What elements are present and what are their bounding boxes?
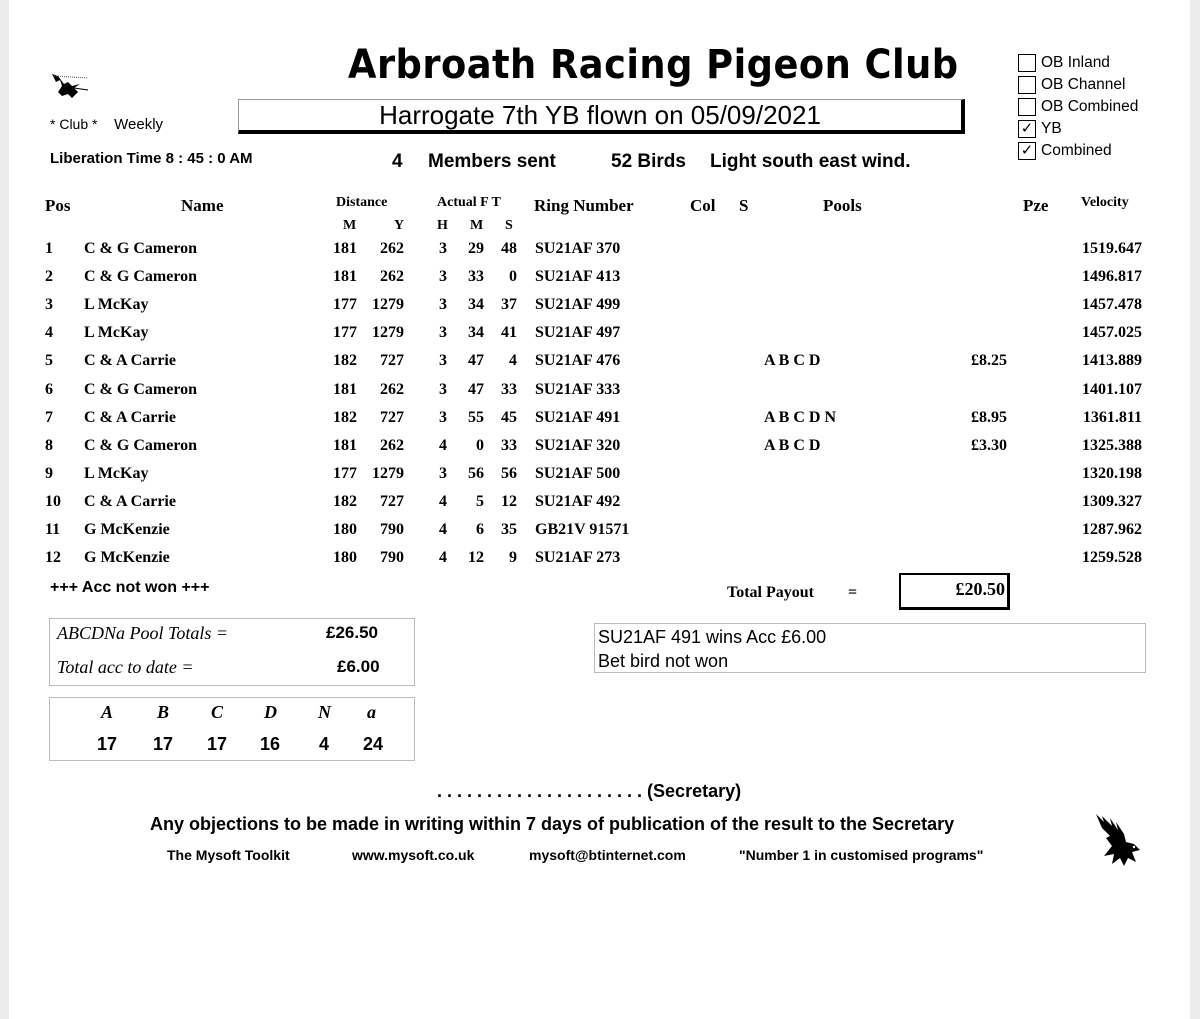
cell-pos: 6 — [45, 380, 53, 398]
acc-not-won: +++ Acc not won +++ — [50, 579, 210, 596]
race-title: Harrogate 7th YB flown on 05/09/2021 — [379, 100, 821, 130]
cell-seconds: 45 — [501, 408, 517, 426]
checkbox-row — [1018, 140, 1138, 162]
cell-prize: £8.95 — [971, 408, 1007, 426]
cell-velocity: 1361.811 — [1082, 408, 1142, 426]
cell-name: C & G Cameron — [84, 268, 198, 286]
col-header-pools: Pools — [823, 196, 862, 215]
cell-minutes: 55 — [468, 408, 484, 426]
cell-name: C & G Cameron — [84, 240, 198, 257]
cell-dist-miles: 182 — [333, 492, 357, 510]
cell-name: L McKay — [84, 296, 149, 314]
race-type-checkboxes — [1018, 52, 1138, 162]
cell-hours: 3 — [439, 464, 447, 482]
acc-to-date-label: Total acc to date = — [57, 657, 194, 677]
cell-hours: 4 — [439, 492, 447, 510]
cell-minutes: 34 — [468, 324, 484, 342]
col-header-actual: Actual F T — [437, 195, 501, 210]
cell-pos: 8 — [45, 436, 53, 454]
col-header-pos: Pos — [45, 196, 71, 215]
cell-seconds: 48 — [501, 240, 517, 257]
pool-counts-box — [49, 697, 415, 761]
cell-dist-yards: 262 — [380, 268, 404, 286]
cell-minutes: 47 — [468, 352, 484, 370]
liberation-time: Liberation Time 8 : 45 : 0 AM — [50, 150, 253, 167]
col-header-h: H — [437, 218, 448, 233]
checkbox[interactable]: ✓ — [1018, 142, 1036, 160]
cell-seconds: 12 — [501, 492, 517, 510]
cell-hours: 3 — [439, 380, 447, 398]
cell-hours: 4 — [439, 549, 447, 567]
cell-dist-yards: 262 — [380, 240, 404, 257]
checkbox-label: Combined — [1041, 142, 1112, 159]
checkbox[interactable] — [1018, 54, 1036, 72]
pool-totals-value: £26.50 — [326, 623, 378, 642]
cell-dist-miles: 181 — [333, 380, 357, 398]
cell-seconds: 56 — [501, 464, 517, 482]
cell-hours: 4 — [439, 521, 447, 538]
cell-minutes: 6 — [476, 521, 484, 538]
cell-hours: 3 — [439, 296, 447, 314]
col-header-velocity: Velocity — [1081, 195, 1129, 210]
cell-dist-miles: 177 — [333, 296, 357, 314]
table-row — [0, 521, 1200, 549]
cell-ring: SU21AF 491 — [535, 408, 621, 426]
footer-website: www.mysoft.co.uk — [352, 847, 475, 863]
checkbox-row — [1018, 52, 1138, 74]
cell-dist-miles: 182 — [333, 408, 357, 426]
footer-email: mysoft@btinternet.com — [529, 847, 686, 863]
birds-count: 52 Birds — [611, 151, 686, 172]
cell-ring: SU21AF 476 — [535, 352, 621, 370]
col-header-s: S — [505, 218, 513, 233]
cell-dist-miles: 177 — [333, 324, 357, 342]
cell-velocity: 1413.889 — [1082, 352, 1142, 370]
club-logo-icon — [48, 70, 92, 110]
cell-velocity: 1457.025 — [1082, 324, 1142, 342]
cell-prize: £8.25 — [971, 352, 1007, 370]
cell-seconds: 35 — [501, 521, 517, 538]
pool-count: 24 — [362, 734, 384, 754]
table-row — [0, 409, 1200, 437]
objections-notice: Any objections to be made in writing within 7 days of publication of the result to the Secretary — [150, 814, 955, 834]
col-header-dist-m: M — [343, 218, 357, 233]
cell-hours: 3 — [439, 240, 447, 257]
checkbox-label: OB Combined — [1041, 98, 1139, 115]
pool-letter: N — [318, 702, 331, 722]
cell-velocity: 1496.817 — [1082, 268, 1142, 286]
table-row — [0, 240, 1200, 268]
cell-name: C & G Cameron — [84, 436, 198, 454]
cell-dist-yards: 790 — [380, 549, 404, 567]
note-bet-bird: Bet bird not won — [598, 651, 729, 671]
cell-name: L McKay — [84, 324, 149, 342]
cell-dist-miles: 181 — [333, 436, 357, 454]
cell-dist-yards: 1279 — [372, 324, 404, 342]
cell-ring: SU21AF 413 — [535, 268, 621, 286]
table-row — [0, 549, 1200, 577]
members-count: 4 — [392, 151, 403, 172]
cell-minutes: 56 — [468, 464, 484, 482]
col-header-col: Col — [690, 196, 716, 215]
pool-letter: a — [367, 702, 376, 722]
total-payout-value: £20.50 — [955, 579, 1005, 599]
cell-pos: 7 — [45, 408, 53, 426]
pool-letter: C — [211, 702, 224, 722]
checkbox-row — [1018, 118, 1138, 140]
cell-prize: £3.30 — [971, 436, 1007, 454]
col-header-m: M — [470, 218, 484, 233]
table-row — [0, 465, 1200, 493]
table-row — [0, 381, 1200, 409]
cell-seconds: 4 — [509, 352, 517, 370]
cell-pos: 1 — [45, 240, 53, 257]
cell-name: L McKay — [84, 464, 149, 482]
cell-dist-miles: 182 — [333, 352, 357, 370]
cell-minutes: 0 — [476, 436, 484, 454]
cell-dist-yards: 262 — [380, 380, 404, 398]
race-title-box — [238, 99, 965, 134]
pool-count: 16 — [259, 734, 281, 754]
cell-ring: SU21AF 320 — [535, 436, 621, 454]
cell-hours: 3 — [439, 352, 447, 370]
col-header-sex: S — [739, 196, 749, 215]
table-row — [0, 437, 1200, 465]
pool-count: 4 — [318, 734, 329, 754]
members-label: Members sent — [428, 151, 556, 172]
cell-dist-yards: 1279 — [372, 464, 404, 482]
cell-pos: 5 — [45, 352, 53, 370]
cell-velocity: 1325.388 — [1082, 436, 1142, 454]
club-type-prefix: * Club * — [50, 116, 98, 132]
cell-name: G McKenzie — [84, 521, 170, 538]
checkbox[interactable] — [1018, 76, 1036, 94]
cell-dist-miles: 177 — [333, 464, 357, 482]
checkbox-label: YB — [1041, 120, 1062, 137]
cell-minutes: 33 — [468, 268, 484, 286]
cell-ring: SU21AF 497 — [535, 324, 621, 342]
col-header-pze: Pze — [1023, 196, 1049, 215]
cell-velocity: 1259.528 — [1082, 549, 1142, 567]
cell-ring: SU21AF 499 — [535, 296, 621, 314]
cell-dist-yards: 727 — [380, 492, 404, 510]
cell-name: C & G Cameron — [84, 380, 198, 398]
cell-velocity: 1457.478 — [1082, 296, 1142, 314]
cell-name: C & A Carrie — [84, 492, 176, 510]
cell-dist-yards: 727 — [380, 352, 404, 370]
cell-velocity: 1309.327 — [1082, 492, 1142, 510]
cell-pos: 4 — [45, 324, 53, 342]
checkbox-label: OB Channel — [1041, 76, 1126, 93]
table-row — [0, 352, 1200, 380]
checkbox-label: OB Inland — [1041, 54, 1110, 71]
cell-dist-miles: 180 — [333, 549, 357, 567]
pool-letter: A — [101, 702, 114, 722]
cell-seconds: 9 — [509, 549, 517, 567]
footer-toolkit: The Mysoft Toolkit — [167, 847, 290, 863]
total-payout-label: Total Payout — [727, 584, 814, 601]
cell-pools: A B C D — [764, 436, 821, 454]
cell-velocity: 1320.198 — [1082, 464, 1142, 482]
cell-ring: GB21V 91571 — [535, 521, 630, 538]
table-row — [0, 493, 1200, 521]
cell-minutes: 47 — [468, 380, 484, 398]
table-row — [0, 268, 1200, 296]
cell-hours: 3 — [439, 268, 447, 286]
cell-name: C & A Carrie — [84, 408, 176, 426]
cell-ring: SU21AF 492 — [535, 492, 621, 510]
pool-totals-box — [49, 618, 415, 686]
club-title: Arbroath Racing Pigeon Club — [348, 42, 959, 88]
cell-velocity: 1401.107 — [1082, 380, 1142, 398]
cell-minutes: 12 — [468, 549, 484, 567]
table-row — [0, 324, 1200, 352]
checkbox[interactable] — [1018, 98, 1036, 116]
cell-seconds: 0 — [509, 268, 517, 286]
cell-dist-yards: 727 — [380, 408, 404, 426]
cell-minutes: 29 — [468, 240, 484, 257]
total-payout-equals: = — [848, 584, 858, 601]
cell-pools: A B C D — [764, 352, 821, 370]
cell-dist-miles: 181 — [333, 240, 357, 257]
cell-ring: SU21AF 370 — [535, 240, 621, 257]
club-type — [50, 116, 163, 133]
checkbox-row — [1018, 96, 1138, 118]
pool-letter: B — [157, 702, 170, 722]
pool-count: 17 — [96, 734, 118, 754]
cell-seconds: 41 — [501, 324, 517, 342]
total-payout-box — [899, 573, 1010, 610]
cell-dist-yards: 790 — [380, 521, 404, 538]
cell-hours: 4 — [439, 436, 447, 454]
cell-pos: 12 — [45, 549, 61, 567]
cell-dist-miles: 181 — [333, 268, 357, 286]
cell-hours: 3 — [439, 408, 447, 426]
notes-box — [594, 623, 1146, 673]
wind-conditions: Light south east wind. — [710, 151, 911, 172]
cell-hours: 3 — [439, 324, 447, 342]
cell-ring: SU21AF 500 — [535, 464, 621, 482]
club-type-value: Weekly — [114, 116, 164, 133]
cell-dist-yards: 1279 — [372, 296, 404, 314]
cell-name: C & A Carrie — [84, 352, 176, 370]
checkbox-row — [1018, 74, 1138, 96]
cell-name: G McKenzie — [84, 549, 170, 567]
cell-seconds: 33 — [501, 380, 517, 398]
cell-pos: 3 — [45, 296, 53, 314]
pool-totals-label: ABCDNa Pool Totals = — [57, 623, 229, 643]
pool-count: 17 — [206, 734, 228, 754]
cell-ring: SU21AF 273 — [535, 549, 621, 567]
checkbox[interactable]: ✓ — [1018, 120, 1036, 138]
cell-seconds: 33 — [501, 436, 517, 454]
cell-velocity: 1519.647 — [1082, 240, 1142, 257]
cell-dist-yards: 262 — [380, 436, 404, 454]
cell-pools: A B C D N — [764, 408, 837, 426]
note-acc-winner: SU21AF 491 wins Acc £6.00 — [598, 627, 827, 647]
cell-seconds: 37 — [501, 296, 517, 314]
secretary-signature-line: . . . . . . . . . . . . . . . . . . . . . (Secretary) — [437, 781, 742, 801]
pool-count: 17 — [152, 734, 174, 754]
col-header-name: Name — [181, 196, 224, 215]
cell-pos: 2 — [45, 268, 53, 286]
cell-pos: 9 — [45, 464, 53, 482]
cell-pos: 11 — [45, 521, 61, 538]
col-header-distance: Distance — [336, 195, 388, 210]
table-row — [0, 296, 1200, 324]
cell-dist-miles: 180 — [333, 521, 357, 538]
cell-pos: 10 — [45, 492, 61, 510]
cell-velocity: 1287.962 — [1082, 521, 1142, 538]
cell-minutes: 34 — [468, 296, 484, 314]
footer-slogan: "Number 1 in customised programs" — [739, 847, 984, 863]
pigeon-logo-icon — [1090, 812, 1142, 872]
pool-letter: D — [264, 702, 277, 722]
cell-minutes: 5 — [476, 492, 484, 510]
cell-ring: SU21AF 333 — [535, 380, 621, 398]
acc-to-date-value: £6.00 — [337, 657, 380, 676]
col-header-ring: Ring Number — [534, 196, 634, 215]
col-header-dist-y: Y — [394, 218, 405, 233]
